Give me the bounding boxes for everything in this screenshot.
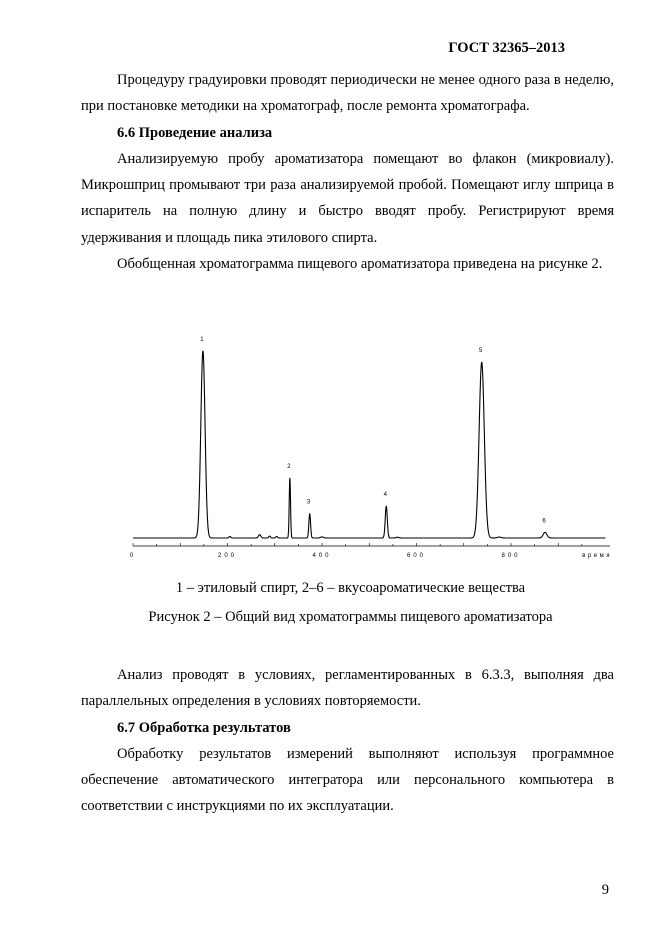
x-tick-label: 200 bbox=[217, 553, 238, 559]
x-tick-label: 400 bbox=[312, 553, 332, 559]
paragraph-chromatogram-reference: Обобщенная хроматограмма пищевого ароматизатора приведена на рисунке 2. bbox=[117, 256, 603, 273]
peak-label-1: 1 bbox=[200, 337, 204, 343]
figure-legend: 1 – этиловый спирт, 2–6 – вкусоароматические вещества bbox=[175, 580, 526, 596]
peak-label-3: 3 bbox=[307, 499, 311, 506]
document-code: ГОСТ 32365–2013 bbox=[448, 40, 565, 56]
peak-labels bbox=[200, 337, 546, 524]
paragraph-calibration: Процедуру градуировки проводят периодически не менее одного раза в неделю, при постановке методики на хроматограф, после ремонта хроматографа. bbox=[81, 72, 614, 115]
peak-label-5: 5 bbox=[479, 348, 483, 355]
page-number: 9 bbox=[601, 882, 609, 898]
text-section-top bbox=[81, 67, 614, 277]
heading-6-7: 6.7 Обработка результатов bbox=[117, 719, 291, 736]
x-tick-label: 600 bbox=[406, 553, 427, 559]
figure-caption: Рисунок 2 – Общий вид хроматограммы пищевого ароматизатора bbox=[148, 609, 553, 625]
paragraph-results-processing: Обработку результатов измерений выполняют используя программное обеспечение автоматического интегратора или персонального компьютера в соответствии с инструкциями по их эксплуатации. bbox=[81, 745, 614, 815]
peak-label-4: 4 bbox=[383, 492, 387, 499]
heading-6-6: 6.6 Проведение анализа bbox=[117, 124, 273, 141]
text-section-bottom bbox=[81, 662, 614, 820]
x-tick-label: 800 bbox=[501, 553, 521, 559]
peak-label-6: 6 bbox=[542, 518, 546, 525]
x-tick-label: 0 bbox=[130, 553, 137, 559]
x-tick-labels bbox=[130, 553, 612, 559]
chromatogram-trace bbox=[133, 351, 606, 538]
peak-label-2: 2 bbox=[287, 464, 291, 471]
chromatogram-chart bbox=[130, 335, 614, 560]
x-axis bbox=[133, 543, 610, 546]
paragraph-analysis-procedure: Анализируемую пробу ароматизатора помещают во флакон (микровиалу). Микрошприц промывают три раза анализируемой пробой. Помещают иглу шприца в испаритель на полную длину и быстро вводят пробу. Регистрируют время удерживания и площадь пика этилового спирта. bbox=[81, 150, 614, 246]
x-axis-title: время bbox=[582, 553, 612, 559]
paragraph-analysis-conditions: Анализ проводят в условиях, регламентированных в 6.3.3, выполняя два параллельных определения в условиях повторяемости. bbox=[81, 667, 614, 710]
